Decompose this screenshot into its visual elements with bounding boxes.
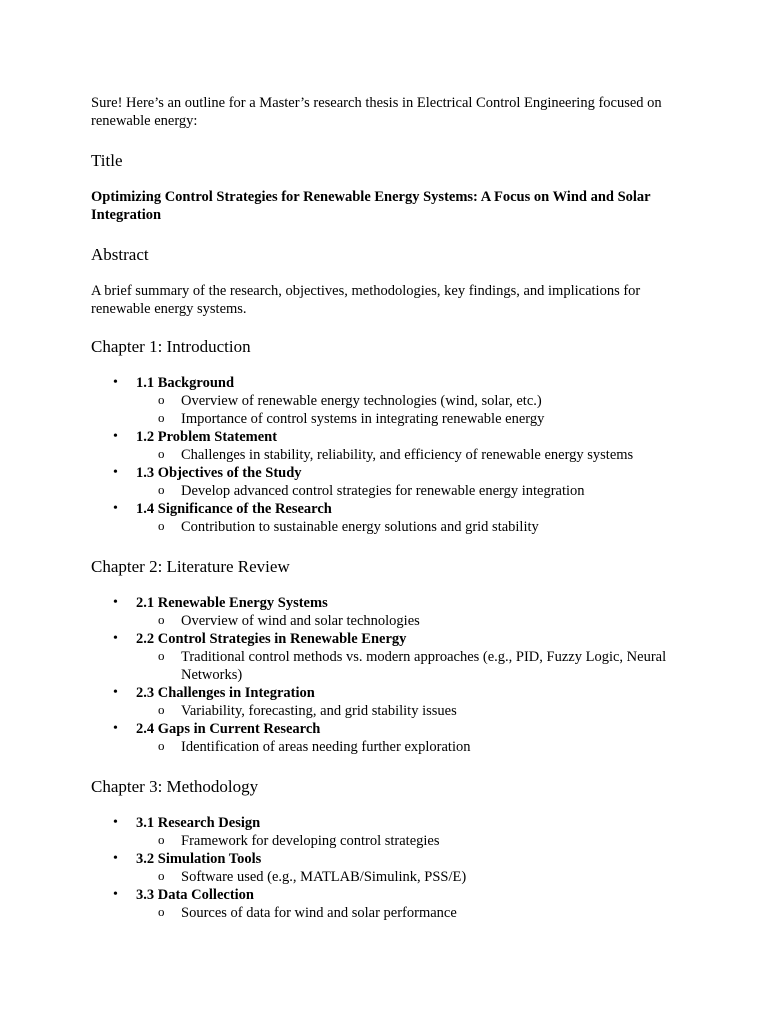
sub-item xyxy=(136,446,691,464)
sub-item-list xyxy=(136,738,691,756)
circle-bullet-icon: o xyxy=(158,446,165,461)
sub-item xyxy=(136,518,691,536)
sub-item-text: Overview of renewable energy technologies (wind, solar, etc.) xyxy=(181,393,542,409)
bullet-icon: • xyxy=(113,815,118,830)
sub-item xyxy=(136,410,691,428)
chapters-container xyxy=(91,336,691,922)
circle-bullet-icon: o xyxy=(158,410,165,425)
sub-item xyxy=(136,868,691,886)
outline-item xyxy=(91,374,691,428)
sub-item-text: Contribution to sustainable energy solutions and grid stability xyxy=(181,519,539,535)
circle-bullet-icon: o xyxy=(158,482,165,497)
outline-item xyxy=(91,428,691,464)
sub-item-text: Challenges in stability, reliability, and efficiency of renewable energy systems xyxy=(181,447,634,463)
sub-item-list xyxy=(136,392,691,428)
outline-item-label: 3.1 Research Design xyxy=(136,815,261,831)
bullet-icon: • xyxy=(113,685,118,700)
sub-item xyxy=(136,648,691,684)
sub-item-list xyxy=(136,904,691,922)
chapter-outline-list xyxy=(91,814,691,922)
sub-item-list xyxy=(136,446,691,464)
title-heading: Title xyxy=(91,151,123,170)
chapter-outline-list xyxy=(91,374,691,536)
sub-item xyxy=(136,702,691,720)
chapter-heading: Chapter 3: Methodology xyxy=(91,777,259,796)
sub-item-list xyxy=(136,832,691,850)
outline-item-label: 2.1 Renewable Energy Systems xyxy=(136,595,328,611)
outline-item xyxy=(91,814,691,850)
sub-item xyxy=(136,482,691,500)
outline-item xyxy=(91,630,691,684)
sub-item-text: Overview of wind and solar technologies xyxy=(181,613,420,629)
abstract-heading: Abstract xyxy=(91,245,149,264)
bullet-icon: • xyxy=(113,429,118,444)
document-content xyxy=(91,94,691,942)
outline-item xyxy=(91,850,691,886)
sub-item-list xyxy=(136,612,691,630)
sub-item-list xyxy=(136,648,691,684)
sub-item-text: Variability, forecasting, and grid stability issues xyxy=(181,703,457,719)
bullet-icon: • xyxy=(113,595,118,610)
sub-item xyxy=(136,738,691,756)
sub-item xyxy=(136,612,691,630)
sub-item-list xyxy=(136,482,691,500)
outline-item-label: 2.2 Control Strategies in Renewable Energy xyxy=(136,631,407,647)
sub-item xyxy=(136,904,691,922)
outline-item-label: 1.1 Background xyxy=(136,375,235,391)
outline-item-label: 1.4 Significance of the Research xyxy=(136,501,332,517)
outline-item xyxy=(91,720,691,756)
sub-item xyxy=(136,392,691,410)
bullet-icon: • xyxy=(113,887,118,902)
sub-item-list xyxy=(136,518,691,536)
outline-item-label: 1.3 Objectives of the Study xyxy=(136,465,302,481)
sub-item-text: Software used (e.g., MATLAB/Simulink, PSS/E) xyxy=(181,869,467,885)
outline-item-label: 2.3 Challenges in Integration xyxy=(136,685,315,701)
chapter-heading: Chapter 2: Literature Review xyxy=(91,557,290,576)
outline-item xyxy=(91,594,691,630)
sub-item-text: Traditional control methods vs. modern approaches (e.g., PID, Fuzzy Logic, Neural Networks) xyxy=(181,649,667,683)
abstract-text: A brief summary of the research, objectives, methodologies, key findings, and implications for renewable energy systems. xyxy=(91,283,641,317)
sub-item-text: Importance of control systems in integrating renewable energy xyxy=(181,411,545,427)
bullet-icon: • xyxy=(113,851,118,866)
chapter-outline-list xyxy=(91,594,691,756)
circle-bullet-icon: o xyxy=(158,702,165,717)
outline-item-label: 3.3 Data Collection xyxy=(136,887,254,903)
outline-item xyxy=(91,464,691,500)
chapter-heading: Chapter 1: Introduction xyxy=(91,337,251,356)
sub-item-list xyxy=(136,868,691,886)
circle-bullet-icon: o xyxy=(158,904,165,919)
bullet-icon: • xyxy=(113,721,118,736)
outline-item-label: 3.2 Simulation Tools xyxy=(136,851,262,867)
circle-bullet-icon: o xyxy=(158,868,165,883)
sub-item-text: Framework for developing control strategies xyxy=(181,833,440,849)
circle-bullet-icon: o xyxy=(158,738,165,753)
sub-item-text: Develop advanced control strategies for renewable energy integration xyxy=(181,483,585,499)
bullet-icon: • xyxy=(113,375,118,390)
circle-bullet-icon: o xyxy=(158,832,165,847)
circle-bullet-icon: o xyxy=(158,612,165,627)
outline-item xyxy=(91,500,691,536)
circle-bullet-icon: o xyxy=(158,518,165,533)
outline-item-label: 2.4 Gaps in Current Research xyxy=(136,721,321,737)
sub-item xyxy=(136,832,691,850)
outline-item xyxy=(91,684,691,720)
bullet-icon: • xyxy=(113,501,118,516)
sub-item-text: Identification of areas needing further exploration xyxy=(181,739,471,755)
sub-item-list xyxy=(136,702,691,720)
outline-item-label: 1.2 Problem Statement xyxy=(136,429,278,445)
sub-item-text: Sources of data for wind and solar performance xyxy=(181,905,457,921)
circle-bullet-icon: o xyxy=(158,392,165,407)
outline-item xyxy=(91,886,691,922)
bullet-icon: • xyxy=(113,465,118,480)
circle-bullet-icon: o xyxy=(158,648,165,663)
bullet-icon: • xyxy=(113,631,118,646)
intro-paragraph: Sure! Here’s an outline for a Master’s research thesis in Electrical Control Engineering focused on renewable energy: xyxy=(91,95,662,129)
thesis-title: Optimizing Control Strategies for Renewable Energy Systems: A Focus on Wind and Solar Integration xyxy=(91,189,651,223)
